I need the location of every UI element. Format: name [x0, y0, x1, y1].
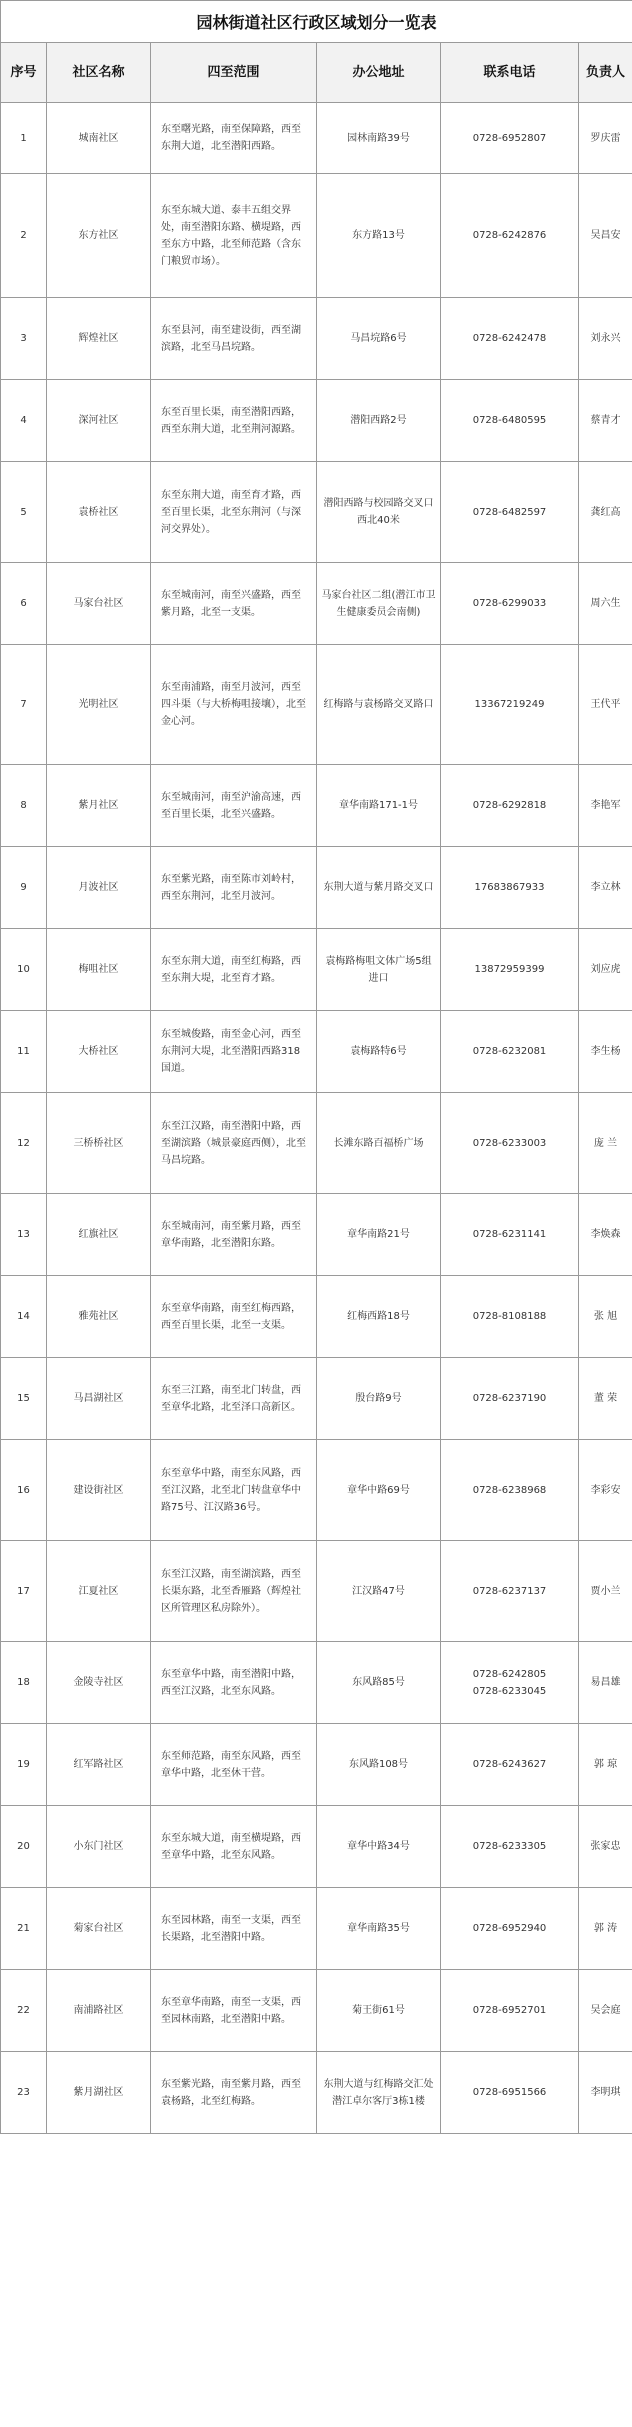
phone-number: 0728-6233003 [472, 1137, 547, 1149]
phone-number: 13367219249 [474, 699, 545, 710]
cell-phone [441, 1194, 579, 1276]
cell-person-in-charge: 罗庆雷 [579, 103, 632, 174]
cell-community-name: 光明社区 [47, 645, 151, 765]
cell-boundary: 东至江汉路，南至湖滨路，西至长渠东路，北至香雁路（辉煌社区所管理区私房除外）。 [151, 1541, 317, 1642]
table-row [1, 563, 632, 645]
cell-boundary: 东至城俊路，南至金心河，西至东荆河大堤，北至潜阳西路318国道。 [151, 1011, 317, 1093]
cell-community-name: 紫月湖社区 [47, 2052, 151, 2134]
cell-office-address: 东风路85号 [317, 1642, 441, 1724]
table-row [1, 1358, 632, 1440]
header-office: 办公地址 [317, 43, 441, 103]
cell-community-name: 月波社区 [47, 847, 151, 929]
table-row [1, 765, 632, 847]
phone-number: 0728-6292818 [472, 800, 547, 811]
cell-boundary: 东至章华中路，南至东风路，西至江汉路，北至北门转盘章华中路75号、江汉路36号。 [151, 1440, 317, 1541]
phone-number: 0728-6238968 [472, 1484, 547, 1496]
cell-phone [441, 174, 579, 298]
table-row [1, 1642, 632, 1724]
cell-office-address: 江汉路47号 [317, 1541, 441, 1642]
cell-office-address: 潜阳西路与校园路交叉口西北40米 [317, 462, 441, 563]
cell-phone [441, 103, 579, 174]
table-row [1, 1440, 632, 1541]
cell-person-in-charge: 吴昌安 [579, 174, 632, 298]
cell-boundary: 东至章华中路，南至潜阳中路，西至江汉路，北至东风路。 [151, 1642, 317, 1724]
phone-number: 0728-6231141 [472, 1229, 547, 1240]
phone-number: 0728-6233045 [472, 1685, 547, 1697]
cell-person-in-charge: 张 旭 [579, 1276, 632, 1358]
phone-number: 0728-6242478 [472, 333, 547, 344]
cell-office-address: 章华南路35号 [317, 1888, 441, 1970]
cell-boundary: 东至南浦路，南至月波河，西至四斗渠（与大桥梅咀接壤），北至金心河。 [151, 645, 317, 765]
table-title: 园林街道社区行政区域划分一览表 [1, 1, 632, 43]
cell-index: 6 [1, 563, 47, 645]
cell-phone [441, 1724, 579, 1806]
cell-office-address: 东荆大道与红梅路交汇处潜江卓尔客厅3栋1楼 [317, 2052, 441, 2134]
header-phone: 联系电话 [441, 43, 579, 103]
cell-person-in-charge: 董 荣 [579, 1358, 632, 1440]
phone-number: 0728-6243627 [472, 1759, 547, 1770]
phone-number: 0728-6480595 [472, 415, 547, 426]
cell-community-name: 红军路社区 [47, 1724, 151, 1806]
cell-boundary: 东至曙光路，南至保障路，西至东荆大道，北至潜阳西路。 [151, 103, 317, 174]
cell-community-name: 马家台社区 [47, 563, 151, 645]
table-row [1, 1541, 632, 1642]
table-row [1, 174, 632, 298]
cell-person-in-charge: 张家忠 [579, 1806, 632, 1888]
cell-phone [441, 2052, 579, 2134]
header-person: 负责人 [579, 43, 632, 103]
cell-community-name: 菊家台社区 [47, 1888, 151, 1970]
cell-index: 9 [1, 847, 47, 929]
cell-boundary: 东至师范路，南至东风路，西至章华中路，北至休干营。 [151, 1724, 317, 1806]
cell-community-name: 三桥桥社区 [47, 1093, 151, 1194]
cell-index: 23 [1, 2052, 47, 2134]
cell-office-address: 马昌垸路6号 [317, 298, 441, 380]
phone-number: 0728-6482597 [472, 506, 547, 518]
cell-boundary: 东至紫光路，南至陈市刘岭村，西至东荆河，北至月波河。 [151, 847, 317, 929]
cell-phone [441, 1970, 579, 2052]
cell-index: 15 [1, 1358, 47, 1440]
table-row [1, 380, 632, 462]
cell-phone [441, 1276, 579, 1358]
cell-community-name: 江夏社区 [47, 1541, 151, 1642]
cell-person-in-charge: 龚红高 [579, 462, 632, 563]
table-row [1, 1194, 632, 1276]
cell-phone [441, 1440, 579, 1541]
cell-office-address: 殷台路9号 [317, 1358, 441, 1440]
cell-phone [441, 1806, 579, 1888]
cell-boundary: 东至城南河，南至兴盛路，西至紫月路，北至一支渠。 [151, 563, 317, 645]
cell-office-address: 马家台社区二组(潜江市卫生健康委员会南侧) [317, 563, 441, 645]
phone-number: 0728-6951566 [472, 2087, 547, 2098]
cell-community-name: 红旗社区 [47, 1194, 151, 1276]
cell-office-address: 袁梅路梅咀文体广场5组进口 [317, 929, 441, 1011]
cell-person-in-charge: 庞 兰 [579, 1093, 632, 1194]
table-row [1, 1806, 632, 1888]
cell-person-in-charge: 吴会庭 [579, 1970, 632, 2052]
cell-index: 12 [1, 1093, 47, 1194]
cell-community-name: 建设街社区 [47, 1440, 151, 1541]
table-row [1, 103, 632, 174]
cell-community-name: 南浦路社区 [47, 1970, 151, 2052]
cell-index: 10 [1, 929, 47, 1011]
phone-number: 17683867933 [474, 882, 545, 893]
cell-boundary: 东至城南河，南至沪渝高速，西至百里长渠，北至兴盛路。 [151, 765, 317, 847]
table-row [1, 1970, 632, 2052]
cell-boundary: 东至东荆大道，南至育才路，西至百里长渠，北至东荆河（与深河交界处）。 [151, 462, 317, 563]
cell-phone [441, 645, 579, 765]
cell-office-address: 东风路108号 [317, 1724, 441, 1806]
cell-index: 16 [1, 1440, 47, 1541]
cell-community-name: 城南社区 [47, 103, 151, 174]
cell-community-name: 大桥社区 [47, 1011, 151, 1093]
cell-index: 22 [1, 1970, 47, 2052]
cell-phone [441, 1011, 579, 1093]
cell-phone [441, 298, 579, 380]
cell-index: 21 [1, 1888, 47, 1970]
phone-number: 0728-6237190 [472, 1393, 547, 1404]
cell-office-address: 园林南路39号 [317, 103, 441, 174]
cell-index: 3 [1, 298, 47, 380]
phone-number: 0728-6242805 [472, 1668, 547, 1680]
cell-community-name: 梅咀社区 [47, 929, 151, 1011]
table-row [1, 462, 632, 563]
cell-community-name: 小东门社区 [47, 1806, 151, 1888]
cell-index: 1 [1, 103, 47, 174]
cell-boundary: 东至东城大道，南至横堤路，西至章华中路，北至东风路。 [151, 1806, 317, 1888]
cell-office-address: 章华中路69号 [317, 1440, 441, 1541]
table-row [1, 847, 632, 929]
table-row [1, 1888, 632, 1970]
cell-boundary: 东至园林路，南至一支渠，西至长渠路，北至潜阳中路。 [151, 1888, 317, 1970]
phone-number: 0728-6232081 [472, 1046, 547, 1057]
cell-phone [441, 563, 579, 645]
cell-person-in-charge: 李生杨 [579, 1011, 632, 1093]
cell-community-name: 辉煌社区 [47, 298, 151, 380]
cell-index: 8 [1, 765, 47, 847]
cell-person-in-charge: 李艳军 [579, 765, 632, 847]
cell-index: 19 [1, 1724, 47, 1806]
cell-boundary: 东至江汉路，南至潜阳中路，西至湖滨路（城景豪庭西侧），北至马昌垸路。 [151, 1093, 317, 1194]
cell-office-address: 红梅路与袁杨路交叉路口 [317, 645, 441, 765]
cell-office-address: 潜阳西路2号 [317, 380, 441, 462]
phone-number: 0728-8108188 [472, 1311, 547, 1322]
cell-index: 7 [1, 645, 47, 765]
cell-phone [441, 380, 579, 462]
cell-community-name: 袁桥社区 [47, 462, 151, 563]
cell-phone [441, 765, 579, 847]
cell-person-in-charge: 刘应虎 [579, 929, 632, 1011]
cell-phone [441, 929, 579, 1011]
cell-index: 13 [1, 1194, 47, 1276]
table-row [1, 298, 632, 380]
cell-person-in-charge: 李明琪 [579, 2052, 632, 2134]
table-body [1, 103, 632, 2134]
cell-index: 2 [1, 174, 47, 298]
cell-phone [441, 1888, 579, 1970]
table-row [1, 2052, 632, 2134]
cell-office-address: 东方路13号 [317, 174, 441, 298]
cell-phone [441, 1541, 579, 1642]
cell-boundary: 东至东荆大道，南至红梅路，西至东荆大堤，北至育才路。 [151, 929, 317, 1011]
title-row [1, 1, 632, 43]
cell-person-in-charge: 李彩安 [579, 1440, 632, 1541]
cell-boundary: 东至东城大道、泰丰五组交界处，南至潜阳东路、横堤路，西至东方中路，北至师范路（含东门粮贸市场）。 [151, 174, 317, 298]
cell-office-address: 红梅西路18号 [317, 1276, 441, 1358]
header-name: 社区名称 [47, 43, 151, 103]
table-row [1, 929, 632, 1011]
cell-community-name: 东方社区 [47, 174, 151, 298]
cell-phone [441, 1642, 579, 1724]
phone-number: 13872959399 [474, 964, 545, 975]
cell-boundary: 东至紫光路，南至紫月路，西至袁杨路，北至红梅路。 [151, 2052, 317, 2134]
cell-person-in-charge: 易昌雄 [579, 1642, 632, 1724]
cell-phone [441, 847, 579, 929]
phone-number: 0728-6242876 [472, 230, 547, 241]
table-row [1, 1724, 632, 1806]
cell-office-address: 菊王街61号 [317, 1970, 441, 2052]
cell-person-in-charge: 郭 涛 [579, 1888, 632, 1970]
cell-office-address: 袁梅路特6号 [317, 1011, 441, 1093]
header-row [1, 43, 632, 103]
cell-index: 5 [1, 462, 47, 563]
cell-index: 4 [1, 380, 47, 462]
cell-person-in-charge: 李焕森 [579, 1194, 632, 1276]
phone-number: 0728-6952807 [472, 132, 547, 144]
cell-office-address: 章华中路34号 [317, 1806, 441, 1888]
cell-community-name: 马昌湖社区 [47, 1358, 151, 1440]
cell-index: 14 [1, 1276, 47, 1358]
cell-office-address: 章华南路21号 [317, 1194, 441, 1276]
cell-index: 18 [1, 1642, 47, 1724]
cell-community-name: 深河社区 [47, 380, 151, 462]
cell-boundary: 东至章华南路，南至一支渠，西至园林南路，北至潜阳中路。 [151, 1970, 317, 2052]
cell-person-in-charge: 周六生 [579, 563, 632, 645]
header-boundary: 四至范围 [151, 43, 317, 103]
cell-person-in-charge: 刘永兴 [579, 298, 632, 380]
table-row [1, 1093, 632, 1194]
cell-community-name: 金陵寺社区 [47, 1642, 151, 1724]
phone-number: 0728-6299033 [472, 598, 547, 609]
cell-office-address: 长滩东路百福桥广场 [317, 1093, 441, 1194]
cell-community-name: 紫月社区 [47, 765, 151, 847]
phone-number: 0728-6233305 [472, 1841, 547, 1852]
cell-boundary: 东至章华南路，南至红梅西路，西至百里长渠，北至一支渠。 [151, 1276, 317, 1358]
cell-phone [441, 1093, 579, 1194]
cell-person-in-charge: 郭 琼 [579, 1724, 632, 1806]
table-row [1, 645, 632, 765]
header-index: 序号 [1, 43, 47, 103]
phone-number: 0728-6952701 [472, 2005, 547, 2016]
phone-number: 0728-6952940 [472, 1923, 547, 1934]
phone-number: 0728-6237137 [472, 1585, 547, 1597]
cell-person-in-charge: 蔡青才 [579, 380, 632, 462]
cell-person-in-charge: 贾小兰 [579, 1541, 632, 1642]
cell-boundary: 东至城南河，南至紫月路，西至章华南路，北至潜阳东路。 [151, 1194, 317, 1276]
cell-phone [441, 1358, 579, 1440]
cell-index: 11 [1, 1011, 47, 1093]
cell-person-in-charge: 王代平 [579, 645, 632, 765]
table-row [1, 1011, 632, 1093]
cell-person-in-charge: 李立林 [579, 847, 632, 929]
cell-boundary: 东至县河，南至建设街，西至湖滨路，北至马昌垸路。 [151, 298, 317, 380]
cell-index: 20 [1, 1806, 47, 1888]
cell-phone [441, 462, 579, 563]
cell-boundary: 东至三江路，南至北门转盘，西至章华北路，北至泽口高新区。 [151, 1358, 317, 1440]
table-row [1, 1276, 632, 1358]
cell-office-address: 东荆大道与紫月路交叉口 [317, 847, 441, 929]
cell-index: 17 [1, 1541, 47, 1642]
cell-boundary: 东至百里长渠，南至潜阳西路，西至东荆大道，北至荆河源路。 [151, 380, 317, 462]
cell-community-name: 雅苑社区 [47, 1276, 151, 1358]
cell-office-address: 章华南路171-1号 [317, 765, 441, 847]
